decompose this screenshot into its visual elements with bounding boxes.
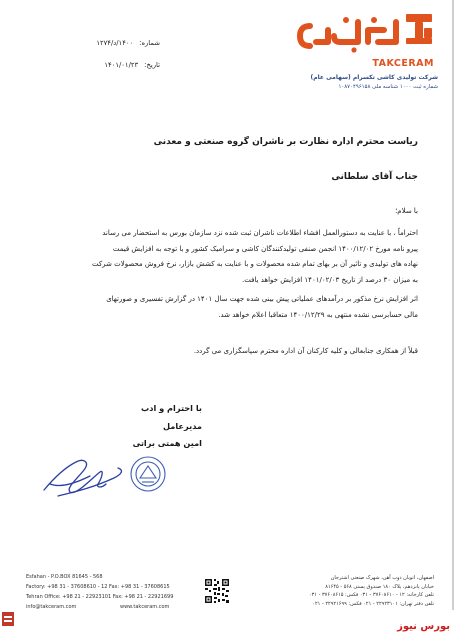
letter-paragraph-2 xyxy=(30,292,418,323)
footer-contact-persian xyxy=(238,574,434,608)
footer-address-line: Esfahan - P.O.BOX 81645 - 568 xyxy=(26,574,103,580)
footer-contact-latin xyxy=(26,572,196,612)
paragraph-2-line: اثر افزایش نرخ مذکور بر درآمدهای عملیاتی پیش بینی شده جهت سال ۱۴۰۱ در گزارش تفسیری و صورتهای xyxy=(106,295,418,303)
footer-website[interactable]: www.takceram.com xyxy=(120,604,170,610)
footer-persian-tehran-phone: تلفن دفتر تهران: ۲۲۹۲۳۱۰۱ - ۰۲۱ فکس: ۲۲۹۲۱۶۹۹ - ۰۲۱ xyxy=(312,600,434,607)
letter-date-label: تاریخ: xyxy=(144,60,160,69)
letter-number-row xyxy=(20,40,160,47)
signature-stamp-area xyxy=(40,448,190,508)
company-stamp-icon xyxy=(128,454,168,494)
letter-date-value: ۱۴۰۱/۰۱/۲۳ xyxy=(104,60,139,69)
brand-wordmark-logo xyxy=(288,8,438,58)
brand-latin-name: TAKCERAM xyxy=(372,58,434,69)
paragraph-1-line: نهاده های تولیدی و تاثیر آن بر بهای تمام شده محصولات و با عنایت به کشش بازار، نرخ فروش محصولات شرکت xyxy=(91,260,418,268)
letter-number-label: شماره: xyxy=(139,39,160,47)
signature-closing: با احترام و ادب xyxy=(141,403,202,413)
company-logo xyxy=(288,8,438,100)
footer-factory-line: Factory: +98 31 - 37608610 - 12 Fax: +98 31 - 37608615 xyxy=(26,584,170,590)
letter-date-row xyxy=(20,62,160,69)
paragraph-2-line: مالی حسابرسی نشده منتهی به ۱۴۰۰/۱۲/۲۹ متعاقبا اعلام خواهد شد. xyxy=(218,310,418,319)
letter-paragraph-1 xyxy=(30,226,418,288)
company-name: شرکت تولیدی کاشی تکسرام (سهامی عام) xyxy=(310,74,438,81)
paragraph-1-line: احتراماً ، با عنایت به دستورالعمل افشاء اطلاعات ناشران ثبت شده نزد سازمان بورس به استحضار می رساند xyxy=(102,229,418,237)
paragraph-1-line: پیرو نامه مورخ ۱۴۰۰/۱۲/۰۲ انجمن صنفی تولیدکنندگان کاشی و سرامیک کشور و با توجه به افزایش قیمت xyxy=(112,244,418,253)
registration-number: شماره ثبت ۱۰۰۰ شناسه ملی ۱۰۸۷۰۴۹۶۱۵۸ xyxy=(338,84,438,90)
footer-tehran-line: Tehran Office: +98 21 - 22923101 Fax: +98 21 - 22921699 xyxy=(26,594,174,600)
letter-paragraph-3: قبلاً از همکاری جنابعالی و کلیه کارکنان آن اداره محترم سپاسگزاری می گردد. xyxy=(193,347,418,355)
flag-tag-icon xyxy=(2,612,14,626)
footer-email[interactable]: info@takceram.com xyxy=(26,604,77,610)
qr-code-icon xyxy=(204,578,230,604)
letter-number-value: ۱۴۰۰/د/۱۲۷۴ xyxy=(96,39,134,47)
letter-meta xyxy=(20,40,160,84)
footer-persian-address: اصفهان، اتوبان ذوب آهن، شهرک صنعتی اشترجان xyxy=(330,575,434,581)
footer-persian-street: خیابان پانزدهم، پلاک ۱۸۰ صندوق پستی ۵۶۸ - ۸۱۶۴۵ xyxy=(325,583,434,590)
letter-recipient: ریاست محترم اداره نظارت بر ناشران گروه صنعتی و معدنی xyxy=(153,137,418,147)
signature-block xyxy=(92,400,202,453)
signature-name: امین همتی براتی xyxy=(132,438,202,448)
letter-addressee: جناب آقای سلطانی xyxy=(331,172,418,182)
paragraph-1-line: به میزان ۳۰ درصد از تاریخ ۱۴۰۱/۰۲/۰۳ افزایش خواهد یافت. xyxy=(241,275,418,284)
signature-title: مدیرعامل xyxy=(162,420,202,431)
letter-greeting: با سلام؛ xyxy=(395,207,418,215)
watermark-label: بورس نیوز xyxy=(397,621,450,632)
footer-persian-factory-phone: تلفن کارخانه: ۱۲ - ۳۷۶۰۸۶۱۰ - ۰۳۱ فکس: ۳۷۶۰۸۶۱۵ - ۰۳۱ xyxy=(308,592,434,599)
